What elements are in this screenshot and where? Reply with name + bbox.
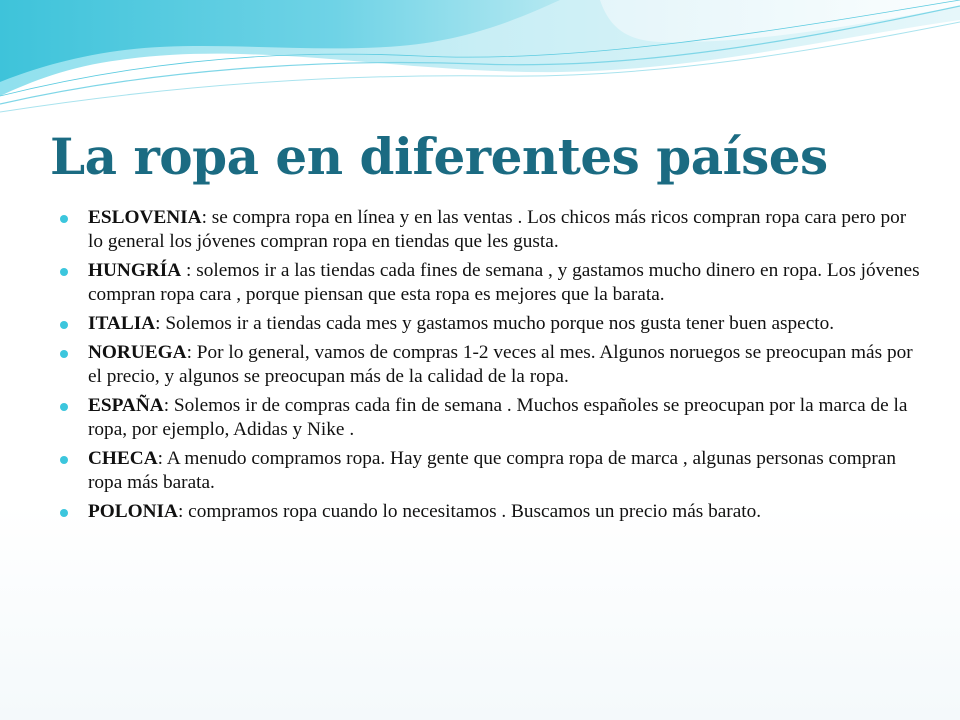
- bullet-item-italia: [60, 312, 920, 336]
- bullet-text: : se compra ropa en línea y en las ventas . Los chicos más ricos compran ropa cara pero por lo general los jóvenes compran ropa en tiendas que les gusta.: [88, 207, 907, 252]
- bullet-text: : Por lo general, vamos de compras 1-2 veces al mes. Algunos noruegos se preocupan más por el precio, y algunos se preocupan más de la calidad de la ropa.: [88, 342, 913, 387]
- country-name: ITALIA: [88, 313, 156, 334]
- country-name: POLONIA: [88, 501, 178, 522]
- bullet-dot-icon: [60, 268, 68, 276]
- bullet-dot-icon: [60, 403, 68, 411]
- country-name: ESLOVENIA: [88, 207, 202, 228]
- bullet-dot-icon: [60, 509, 68, 517]
- bullet-item-polonia: [60, 500, 920, 524]
- bullet-text: : Solemos ir de compras cada fin de semana . Muchos españoles se preocupan por la marca de la ropa, por ejemplo, Adidas y Nike .: [88, 395, 908, 440]
- bullet-item-noruega: [60, 341, 920, 389]
- bullet-text: : Solemos ir a tiendas cada mes y gastamos mucho porque nos gusta tener buen aspecto.: [155, 313, 835, 334]
- slide-title: La ropa en diferentes países: [50, 127, 828, 186]
- bullet-list: [60, 206, 920, 529]
- header-wave-decoration: [0, 0, 960, 130]
- bullet-item-hungria: [60, 259, 920, 307]
- bullet-dot-icon: [60, 321, 68, 329]
- bullet-text: : solemos ir a las tiendas cada fines de semana , y gastamos mucho dinero en ropa. Los jóvenes compran ropa cara , porque piensan que esta ropa es mejores que la barata.: [88, 260, 920, 305]
- bullet-item-eslovenia: [60, 206, 920, 254]
- country-name: ESPAÑA: [88, 395, 164, 416]
- country-name: NORUEGA: [88, 342, 187, 363]
- bullet-item-espana: [60, 394, 920, 442]
- bullet-dot-icon: [60, 215, 68, 223]
- bullet-text: : A menudo compramos ropa. Hay gente que compra ropa de marca , algunas personas compran ropa más barata.: [88, 448, 896, 493]
- country-name: CHECA: [88, 448, 158, 469]
- bullet-dot-icon: [60, 350, 68, 358]
- country-name: HUNGRÍA: [88, 260, 182, 281]
- bullet-text: : compramos ropa cuando lo necesitamos . Buscamos un precio más barato.: [178, 501, 762, 522]
- bullet-dot-icon: [60, 456, 68, 464]
- bullet-item-checa: [60, 447, 920, 495]
